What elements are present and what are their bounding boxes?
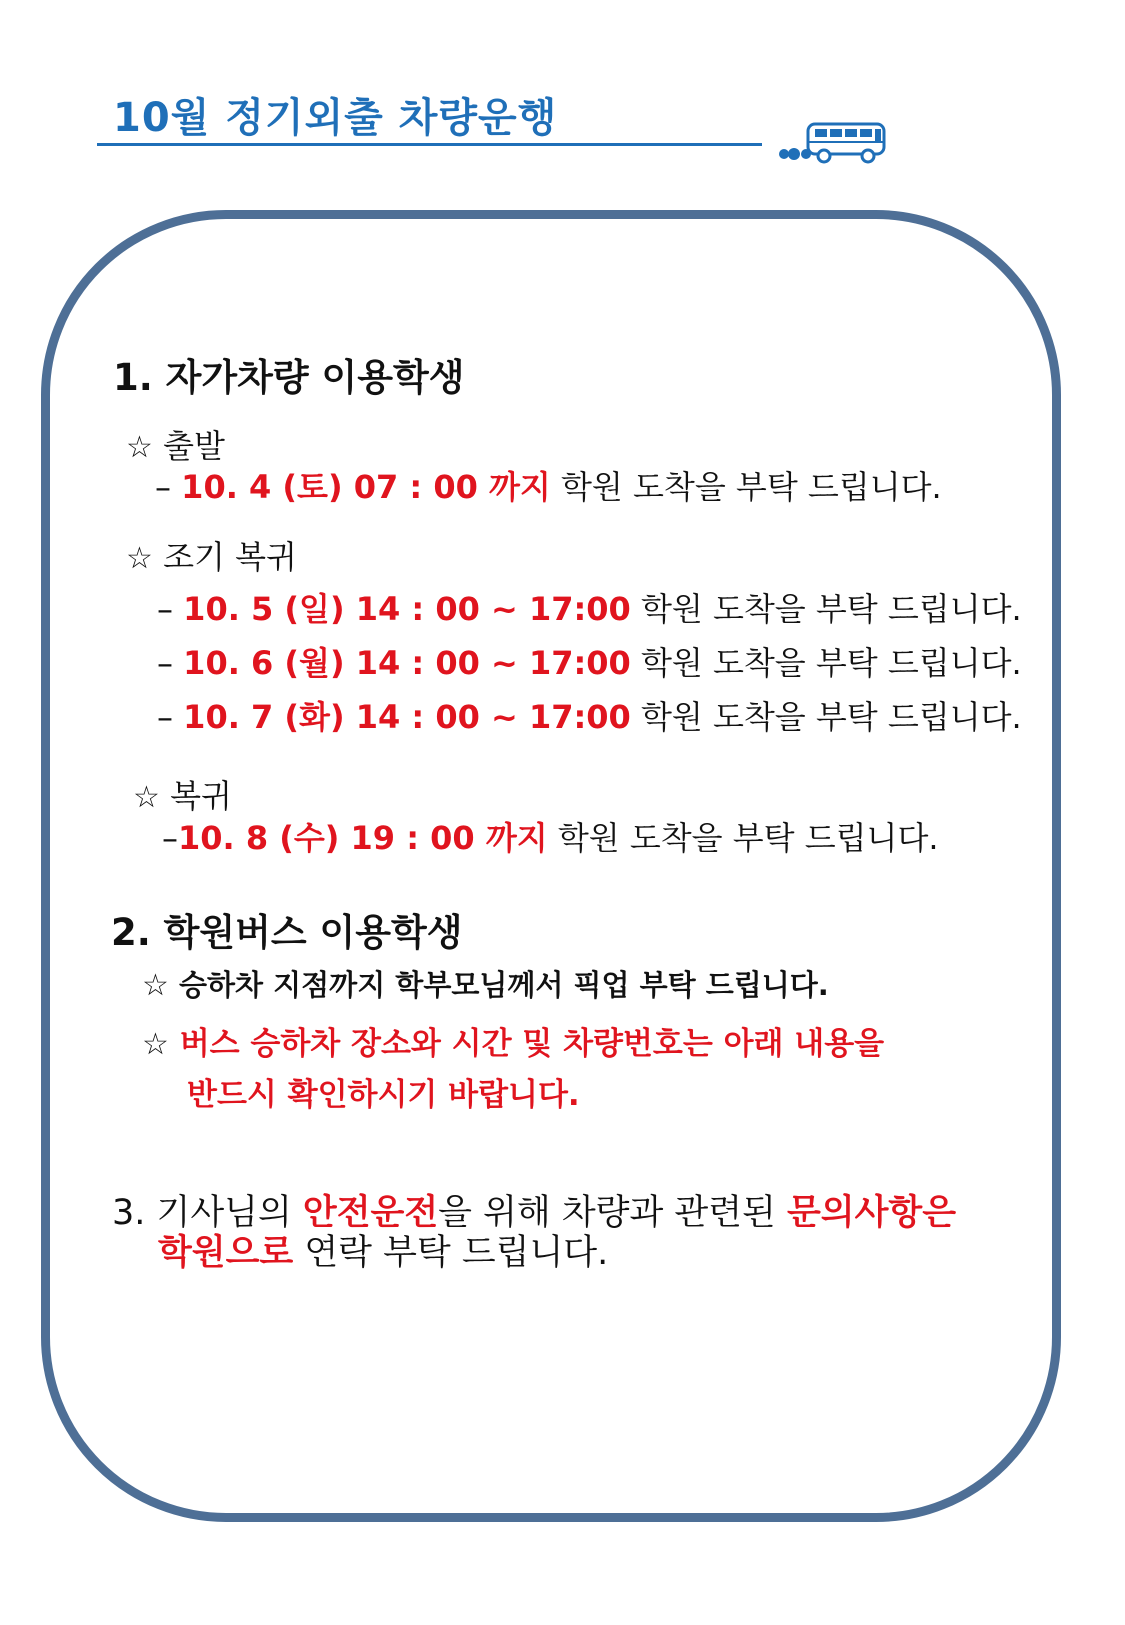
star-icon: ☆: [142, 968, 169, 1003]
early-time-3: 10. 7 (화) 14 : 00 ~ 17:00: [183, 698, 631, 736]
departure-text: 학원 도착을 부탁 드립니다.: [561, 468, 942, 506]
dash: –: [162, 819, 178, 857]
section-3-text-a: 기사님의: [156, 1193, 303, 1233]
pickup-text: 승하차 지점까지 학부모님께서 픽업 부탁 드립니다.: [179, 968, 829, 1002]
return-text: 학원 도착을 부탁 드립니다.: [557, 819, 939, 857]
star-icon: ☆: [126, 541, 153, 576]
safe-driving-highlight: 안전운전: [302, 1193, 439, 1233]
bus-notice-line-1: [142, 1018, 884, 1063]
bus-notice-line-2: 반드시 확인하시기 바랍니다.: [187, 1077, 580, 1113]
early-time-2: 10. 6 (월) 14 : 00 ~ 17:00: [183, 644, 631, 682]
star-icon: ☆: [126, 430, 153, 465]
early-item-1: [157, 584, 1022, 630]
section-1-heading: 1. 자가차량 이용학생: [113, 356, 465, 399]
early-text-1: 학원 도착을 부탁 드립니다.: [640, 590, 1022, 628]
dash: –: [157, 698, 173, 736]
content-frame: [41, 210, 1061, 1522]
dash: –: [155, 468, 171, 506]
return-label: 복귀: [170, 777, 232, 815]
early-time-1: 10. 5 (일) 14 : 00 ~ 17:00: [183, 590, 631, 628]
departure-label-line: [126, 421, 225, 467]
pickup-line: [142, 963, 829, 1004]
section-3-line-2: [158, 1225, 608, 1275]
section-3-text-b: 을 위해 차량과 관련된: [438, 1193, 787, 1233]
bus-icon: [778, 120, 898, 168]
inquiry-highlight: 문의사항은: [786, 1193, 957, 1233]
page-title: 10월 정기외출 차량운행: [113, 95, 558, 141]
star-icon: ☆: [142, 1027, 169, 1062]
early-label-line: [126, 532, 297, 578]
dash: –: [157, 590, 173, 628]
section-2-heading: 2. 학원버스 이용학생: [111, 911, 463, 954]
departure-label: 출발: [163, 427, 225, 465]
early-item-2: [157, 638, 1022, 684]
dash: –: [157, 644, 173, 682]
section-3-text-c: 연락 부탁 드립니다.: [293, 1233, 609, 1273]
academy-highlight: 학원으로: [158, 1233, 294, 1273]
return-label-line: [133, 771, 232, 817]
star-icon: ☆: [133, 780, 160, 815]
bus-notice-text-1: 버스 승하차 장소와 시간 및 차량번호는 아래 내용을: [179, 1026, 885, 1062]
section-3-number: 3.: [112, 1193, 146, 1233]
departure-detail: [155, 462, 942, 508]
early-label: 조기 복귀: [163, 538, 297, 576]
return-time: 10. 8 (수) 19 : 00 까지: [178, 819, 548, 857]
departure-time: 10. 4 (토) 07 : 00 까지: [181, 468, 551, 506]
return-detail: [162, 813, 939, 859]
title-underline: [97, 143, 762, 146]
early-text-2: 학원 도착을 부탁 드립니다.: [640, 644, 1022, 682]
early-text-3: 학원 도착을 부탁 드립니다.: [640, 698, 1022, 736]
early-item-3: [157, 692, 1022, 738]
